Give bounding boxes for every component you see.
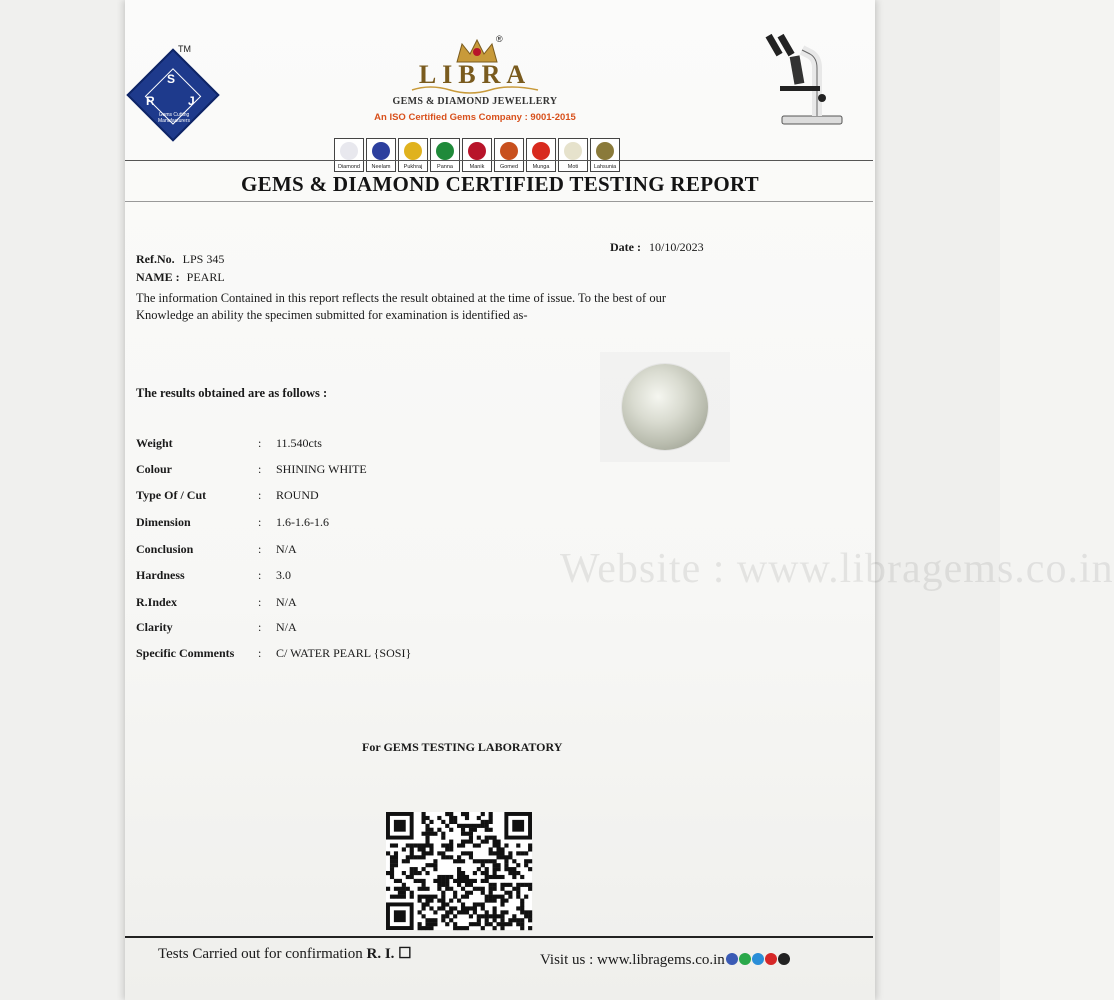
report-title: GEMS & DIAMOND CERTIFIED TESTING REPORT (241, 172, 759, 196)
result-label: Type Of / Cut (136, 488, 207, 502)
result-label: Colour (136, 462, 172, 476)
date-label: Date : (610, 240, 641, 254)
page-margin-left (0, 0, 125, 1000)
result-colon: : (258, 462, 262, 476)
result-colon: : (258, 646, 262, 660)
gem-swatch-manik (462, 138, 492, 172)
result-colon: : (258, 515, 262, 529)
result-label: Clarity (136, 620, 173, 634)
gem-label: Panna (437, 164, 453, 170)
footer-rule (125, 936, 873, 938)
result-value: 3.0 (276, 568, 291, 582)
title-underline (125, 201, 873, 202)
brand-name: LIBRA (418, 60, 532, 89)
srj-letter-j: J (188, 94, 195, 108)
info-paragraph (136, 290, 776, 324)
page-margin-right (875, 0, 1000, 1000)
result-value: N/A (276, 595, 297, 609)
gem-diamond-icon (340, 142, 358, 160)
gem-pukhraj-icon (404, 142, 422, 160)
gem-swatch-moti (558, 138, 588, 172)
gem-label: Moti (567, 164, 579, 170)
gem-swatch-diamond (334, 138, 364, 172)
brand-subtitle: GEMS & DIAMOND JEWELLERY (392, 96, 558, 107)
ref-label: Ref.No. (136, 252, 175, 266)
social-icons (725, 952, 790, 968)
result-value: N/A (276, 620, 297, 634)
gem-swatch-lahsunia (590, 138, 620, 172)
date-row (610, 238, 704, 256)
registered-mark: ® (496, 34, 503, 44)
qr-code-icon (386, 812, 532, 930)
tests-text: Tests Carried out for confirmation (158, 946, 363, 962)
iso-certification: An ISO Certified Gems Company : 9001-2015 (374, 112, 576, 123)
gem-neelam-icon (372, 142, 390, 160)
social-icon[interactable] (778, 953, 790, 965)
info-line-2: Knowledge an ability the specimen submitted for examination is identified as- (136, 308, 528, 322)
social-icon[interactable] (739, 953, 751, 965)
gem-label: Munga (532, 164, 550, 170)
result-label: Weight (136, 436, 173, 450)
website-link: Visit us : www.libragems.co.in (540, 952, 725, 968)
info-line-1: The information Contained in this report reflects the result obtained at the time of issue. To the best of our (136, 291, 667, 305)
visit-website (540, 952, 790, 969)
result-colon: : (258, 542, 262, 556)
gem-swatch-munga (526, 138, 556, 172)
result-value: 1.6-1.6-1.6 (276, 515, 329, 529)
gem-panna-icon (436, 142, 454, 160)
result-value: 11.540cts (276, 436, 322, 450)
gem-munga-icon (532, 142, 550, 160)
results-heading: The results obtained are as follows : (136, 386, 328, 400)
gem-strip (334, 138, 620, 172)
gem-label: Gomed (499, 164, 519, 170)
lab-signature-caption: For GEMS TESTING LABORATORY (362, 740, 563, 754)
result-label: Hardness (136, 568, 185, 582)
tests-ri-checkbox: R. I. ☐ (366, 946, 412, 962)
name-value: PEARL (186, 270, 225, 284)
gem-swatch-neelam (366, 138, 396, 172)
result-label: Dimension (136, 515, 191, 529)
result-value: ROUND (276, 488, 319, 502)
srj-logo-text (142, 70, 202, 130)
gem-gomed-icon (500, 142, 518, 160)
gem-moti-icon (564, 142, 582, 160)
ornament-swirl-icon (410, 84, 540, 96)
social-icon[interactable] (765, 953, 777, 965)
gem-label: Lahsunia (593, 164, 617, 170)
name-row (136, 268, 225, 286)
trademark-mark: TM (178, 44, 191, 54)
name-label: NAME : (136, 270, 180, 284)
result-colon: : (258, 620, 262, 634)
result-colon: : (258, 595, 262, 609)
gem-label: Diamond (337, 164, 360, 170)
gem-swatch-pukhraj (398, 138, 428, 172)
result-value: SHINING WHITE (276, 462, 367, 476)
result-colon: : (258, 436, 262, 450)
microscope-icon (762, 28, 852, 128)
result-label: Specific Comments (136, 646, 235, 660)
ref-value: LPS 345 (182, 252, 225, 266)
header-rule-thin (125, 160, 873, 161)
result-value: N/A (276, 542, 297, 556)
pearl-specimen-photo (622, 364, 708, 450)
srj-letter-s: S (167, 72, 176, 86)
gem-label: Pukhraj (403, 164, 423, 170)
ref-row (136, 250, 224, 268)
gem-swatch-gomed (494, 138, 524, 172)
result-label: Conclusion (136, 542, 194, 556)
result-colon: : (258, 568, 262, 582)
date-value: 10/10/2023 (648, 240, 704, 254)
gem-swatch-panna (430, 138, 460, 172)
gem-lahsunia-icon (596, 142, 614, 160)
gem-label: Manik (469, 164, 485, 170)
gem-label: Neelam (371, 164, 391, 170)
result-label: R.Index (136, 595, 178, 609)
social-icon[interactable] (726, 953, 738, 965)
gem-manik-icon (468, 142, 486, 160)
social-icon[interactable] (752, 953, 764, 965)
srj-letter-r: R (146, 94, 155, 108)
tests-note (158, 944, 412, 963)
srj-tagline: Gems Cutting Manufacturers (158, 112, 190, 124)
result-value: C/ WATER PEARL {SOSI} (276, 646, 412, 660)
website-watermark: Website : www.libragems.co.in (560, 546, 1114, 592)
result-colon: : (258, 488, 262, 502)
